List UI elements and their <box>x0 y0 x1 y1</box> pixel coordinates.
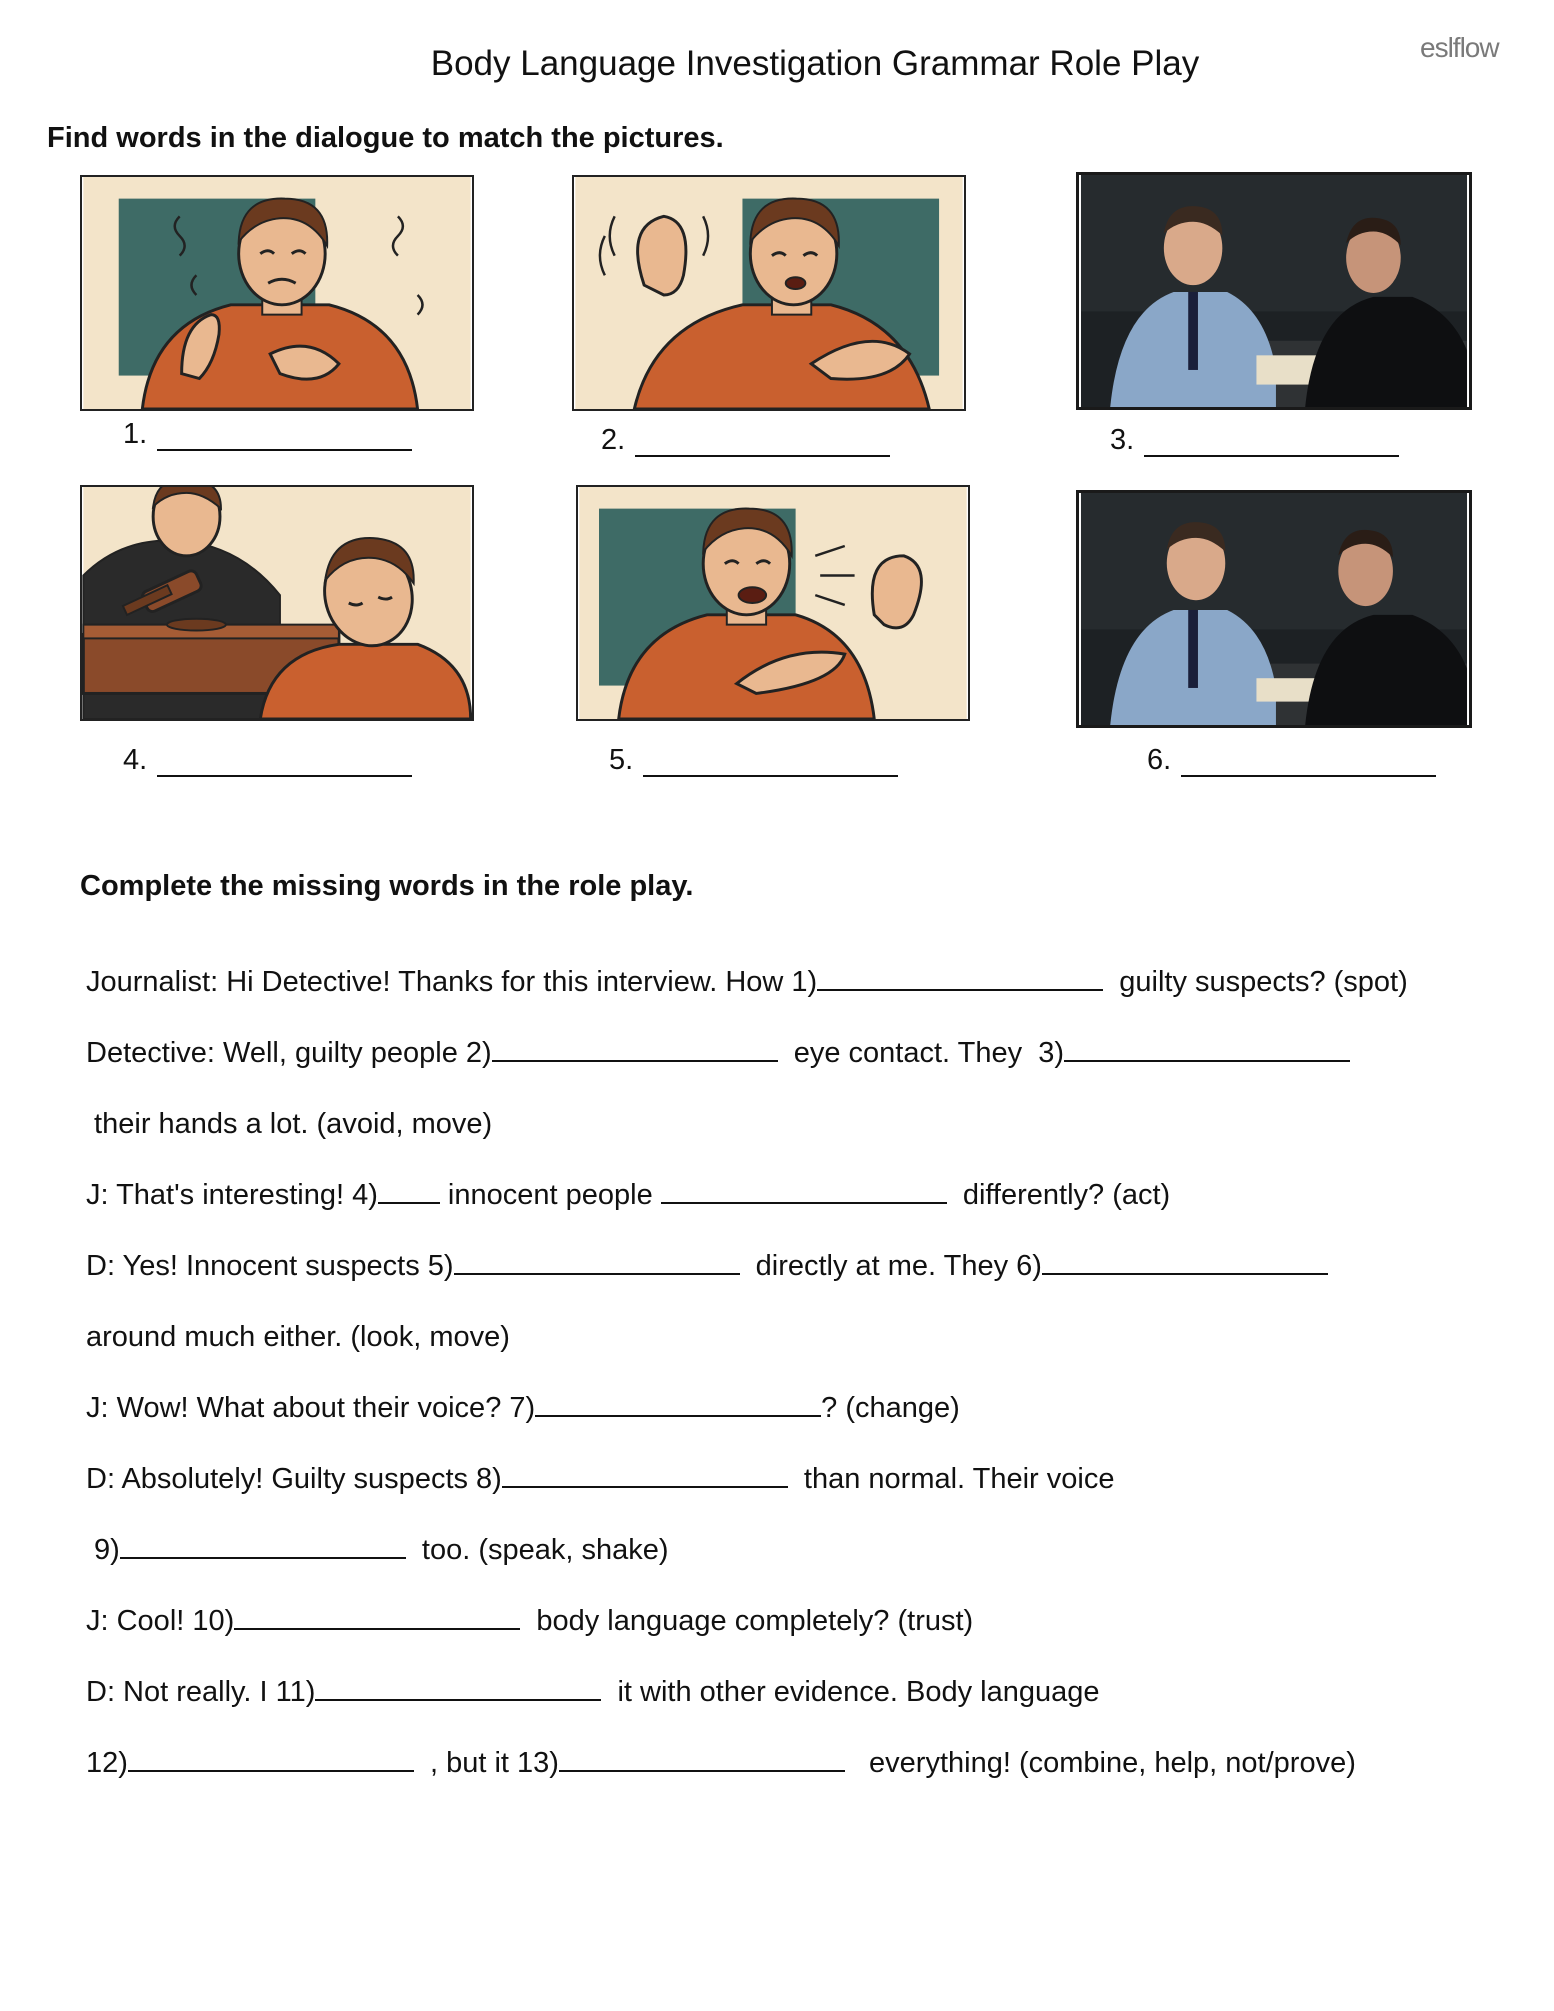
dialogue-line-5 <box>86 1246 1506 1317</box>
line-text: too. (speak, shake) <box>413 1534 669 1566</box>
dialogue-line-2 <box>86 1033 1506 1104</box>
answer-blank[interactable] <box>1144 431 1399 457</box>
picture-3-number: 3. <box>1110 424 1135 456</box>
nervous-man-illustration <box>82 177 472 409</box>
picture-2-answer[interactable] <box>601 424 890 457</box>
line-text: 12) <box>86 1747 128 1779</box>
picture-1-answer[interactable] <box>123 418 412 451</box>
line-text: their hands a lot. (avoid, move) <box>86 1108 493 1140</box>
blank-13[interactable] <box>559 1744 845 1772</box>
picture-3 <box>1076 172 1472 410</box>
blank-12[interactable] <box>128 1744 414 1772</box>
interrogation-photo <box>1079 175 1469 407</box>
line-text: everything! (combine, help, not/prove) <box>852 1747 1356 1779</box>
blank-4a[interactable] <box>378 1176 440 1204</box>
picture-1 <box>80 175 474 411</box>
dialogue-line-3 <box>86 1104 1506 1175</box>
answer-blank[interactable] <box>643 751 898 777</box>
dialogue-line-4 <box>86 1175 1506 1246</box>
picture-2 <box>572 175 966 411</box>
blank-4b[interactable] <box>661 1176 947 1204</box>
line-text: J: That's interesting! 4) <box>86 1179 378 1211</box>
picture-2-number: 2. <box>601 424 626 456</box>
page-title: Body Language Investigation Grammar Role Play <box>430 44 1200 83</box>
picture-6 <box>1076 490 1472 728</box>
answer-blank[interactable] <box>1181 751 1436 777</box>
blank-10[interactable] <box>234 1602 520 1630</box>
line-text: Journalist: Hi Detective! Thanks for this interview. How 1) <box>86 966 818 998</box>
line-text: D: Yes! Innocent suspects 5) <box>86 1250 454 1282</box>
line-text: directly at me. They 6) <box>747 1250 1042 1282</box>
gesturing-man-illustration <box>574 177 964 409</box>
dialogue-line-10 <box>86 1601 1506 1672</box>
line-text: than normal. Their voice <box>795 1463 1115 1495</box>
picture-4-number: 4. <box>123 744 148 776</box>
line-text: it with other evidence. Body language <box>609 1676 1100 1708</box>
picture-6-number: 6. <box>1147 744 1172 776</box>
blank-5[interactable] <box>454 1247 740 1275</box>
picture-6-answer[interactable] <box>1147 744 1436 777</box>
picture-5-answer[interactable] <box>609 744 898 777</box>
blank-3[interactable] <box>1064 1034 1350 1062</box>
dialogue-line-12 <box>86 1743 1506 1814</box>
line-text: Detective: Well, guilty people 2) <box>86 1037 492 1069</box>
picture-3-answer[interactable] <box>1110 424 1399 457</box>
interrogation-photo-eye-contact <box>1079 493 1469 725</box>
line-text: eye contact. They 3) <box>785 1037 1065 1069</box>
blank-2[interactable] <box>492 1034 778 1062</box>
line-text: innocent people <box>447 1179 661 1211</box>
blank-8[interactable] <box>502 1460 788 1488</box>
blank-9[interactable] <box>120 1531 406 1559</box>
blank-11[interactable] <box>315 1673 601 1701</box>
dialogue-line-9 <box>86 1530 1506 1601</box>
line-text: body language completely? (trust) <box>528 1605 974 1637</box>
line-text: ? (change) <box>821 1392 960 1424</box>
dialogue-line-11 <box>86 1672 1506 1743</box>
answer-blank[interactable] <box>157 751 412 777</box>
picture-5-number: 5. <box>609 744 634 776</box>
role-play-dialogue <box>86 962 1506 1814</box>
line-text: D: Absolutely! Guilty suspects 8) <box>86 1463 502 1495</box>
line-text: 9) <box>86 1534 120 1566</box>
line-text: around much either. (look, move) <box>86 1321 510 1353</box>
line-text: guilty suspects? (spot) <box>1111 966 1408 998</box>
line-text: D: Not really. I 11) <box>86 1676 316 1708</box>
picture-5 <box>576 485 970 721</box>
courtroom-illustration <box>82 487 472 719</box>
line-text: differently? (act) <box>954 1179 1171 1211</box>
line-text: , but it 13) <box>421 1747 559 1779</box>
dialogue-line-7 <box>86 1388 1506 1459</box>
line-text: J: Cool! 10) <box>86 1605 235 1637</box>
picture-4 <box>80 485 474 721</box>
section2-instruction: Complete the missing words in the role play. <box>80 870 694 902</box>
brand-logo: eslflow <box>1420 32 1499 63</box>
line-text: J: Wow! What about their voice? 7) <box>86 1392 536 1424</box>
blank-7[interactable] <box>535 1389 821 1417</box>
blank-1[interactable] <box>817 963 1103 991</box>
section1-instruction: Find words in the dialogue to match the pictures. <box>47 122 724 154</box>
blank-6[interactable] <box>1042 1247 1328 1275</box>
dialogue-line-6 <box>86 1317 1506 1388</box>
picture-4-answer[interactable] <box>123 744 412 777</box>
answer-blank[interactable] <box>635 431 890 457</box>
dialogue-line-8 <box>86 1459 1506 1530</box>
dialogue-line-1 <box>86 962 1506 1033</box>
answer-blank[interactable] <box>157 425 412 451</box>
explaining-man-illustration <box>578 487 968 719</box>
picture-1-number: 1. <box>123 418 148 450</box>
